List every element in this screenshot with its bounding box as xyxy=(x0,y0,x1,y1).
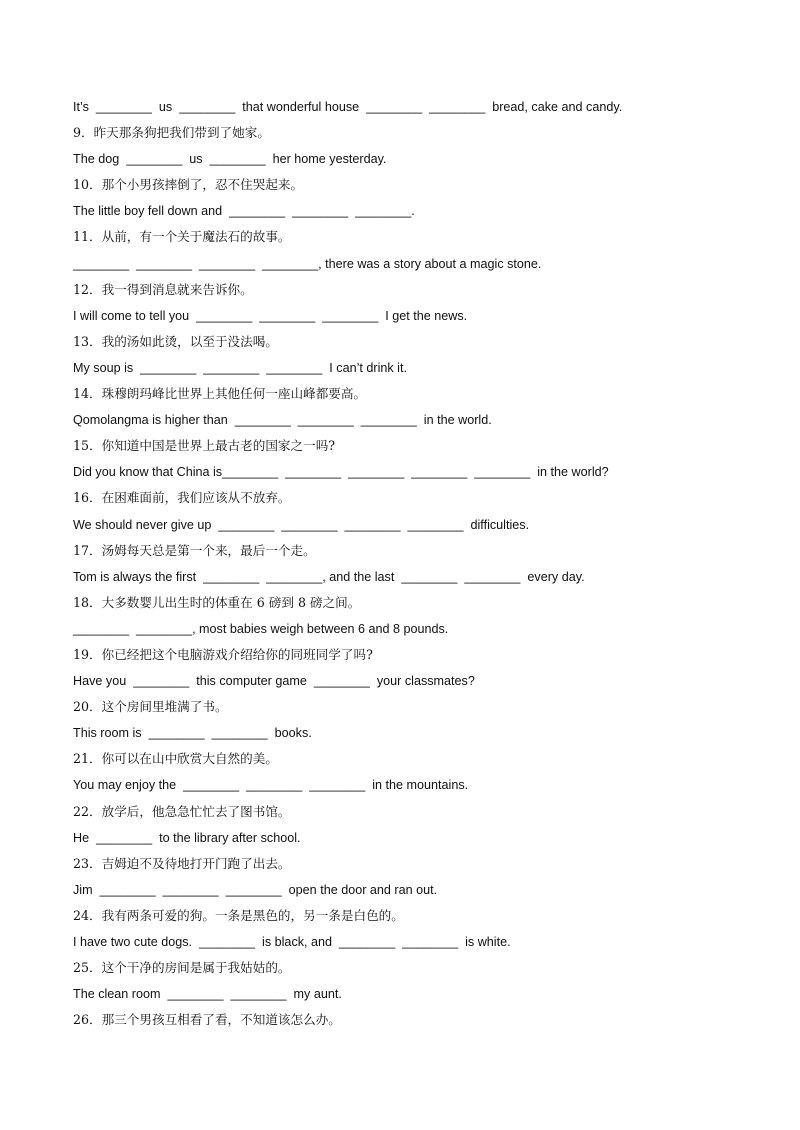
chinese-prompt-14: 14．珠穆朗玛峰比世界上其他任何一座山峰都要高。 xyxy=(73,386,367,402)
chinese-prompt-15: 15．你知道中国是世界上最古老的国家之一吗? xyxy=(73,438,336,454)
chinese-prompt-20: 20．这个房间里堆满了书。 xyxy=(73,699,228,715)
chinese-prompt-19: 19．你已经把这个电脑游戏介绍给你的同班同学了吗? xyxy=(73,646,373,662)
chinese-prompt-17: 17．汤姆每天总是第一个来，最后一个走。 xyxy=(73,542,316,558)
exercise-sheet xyxy=(73,94,733,1033)
chinese-prompt-26: 26．那三个男孩互相看了看，不知道该怎么办。 xyxy=(73,1012,341,1028)
english-blank-line-14: Qomolangma is higher than ________ ________ ________ in the world. xyxy=(73,413,492,428)
chinese-prompt-11: 11．从前，有一个关于魔法石的故事。 xyxy=(73,229,291,245)
english-blank-line-11: ________ ________ ________ ________, there was a story about a magic stone. xyxy=(73,256,542,271)
english-blank-line-15: Did you know that China is________ ________ ________ ________ ________ in the world? xyxy=(73,465,609,480)
chinese-prompt-9: 9．昨天那条狗把我们带到了她家。 xyxy=(73,125,270,141)
chinese-prompt-18: 18．大多数婴儿出生时的体重在 6 磅到 8 磅之间。 xyxy=(73,594,361,610)
english-blank-line-23: Jim ________ ________ ________ open the door and ran out. xyxy=(73,882,438,897)
english-blank-line-25: The clean room ________ ________ my aunt. xyxy=(73,987,342,1002)
english-blank-line-21: You may enjoy the ________ ________ ________ in the mountains. xyxy=(73,778,469,793)
chinese-prompt-21: 21．你可以在山中欣赏大自然的美。 xyxy=(73,751,278,767)
chinese-prompt-25: 25．这个干净的房间是属于我姑姑的。 xyxy=(73,960,291,976)
chinese-prompt-22: 22．放学后，他急急忙忙去了图书馆。 xyxy=(73,803,291,819)
chinese-prompt-12: 12．我一得到消息就来告诉你。 xyxy=(73,281,253,297)
english-blank-line-18: ________ ________, most babies weigh between 6 and 8 pounds. xyxy=(73,621,449,636)
chinese-prompt-10: 10．那个小男孩摔倒了，忍不住哭起来。 xyxy=(73,177,304,193)
english-blank-line-19: Have you ________ this computer game ________ your classmates? xyxy=(73,674,475,689)
english-blank-line-20: This room is ________ ________ books. xyxy=(73,726,312,741)
english-blank-line-10: The little boy fell down and ________ ________ ________. xyxy=(73,204,415,219)
english-blank-line-17: Tom is always the first ________ ________, and the last ________ ________ every day. xyxy=(73,569,585,584)
chinese-prompt-16: 16．在困难面前，我们应该从不放弃。 xyxy=(73,490,291,506)
english-blank-line-24: I have two cute dogs. ________ is black, and ________ ________ is white. xyxy=(73,935,511,949)
english-blank-line-12: I will come to tell you ________ ________ ________ I get the news. xyxy=(73,308,468,323)
chinese-prompt-23: 23．吉姆迫不及待地打开门跑了出去。 xyxy=(73,855,291,871)
english-blank-line-9: The dog ________ us ________ her home yesterday. xyxy=(73,152,387,167)
english-blank-line-13: My soup is ________ ________ ________ I can’t drink it. xyxy=(73,360,407,375)
english-blank-line: It’s ________ us ________ that wonderful house ________ ________ bread, cake and candy. xyxy=(73,100,623,114)
english-blank-line-16: We should never give up ________ ________ ________ ________ difficulties. xyxy=(73,517,530,532)
chinese-prompt-13: 13．我的汤如此烫，以至于没法喝。 xyxy=(73,333,278,349)
chinese-prompt-24: 24．我有两条可爱的狗。一条是黑色的，另一条是白色的。 xyxy=(73,907,404,923)
english-blank-line-22: He ________ to the library after school. xyxy=(73,830,301,845)
